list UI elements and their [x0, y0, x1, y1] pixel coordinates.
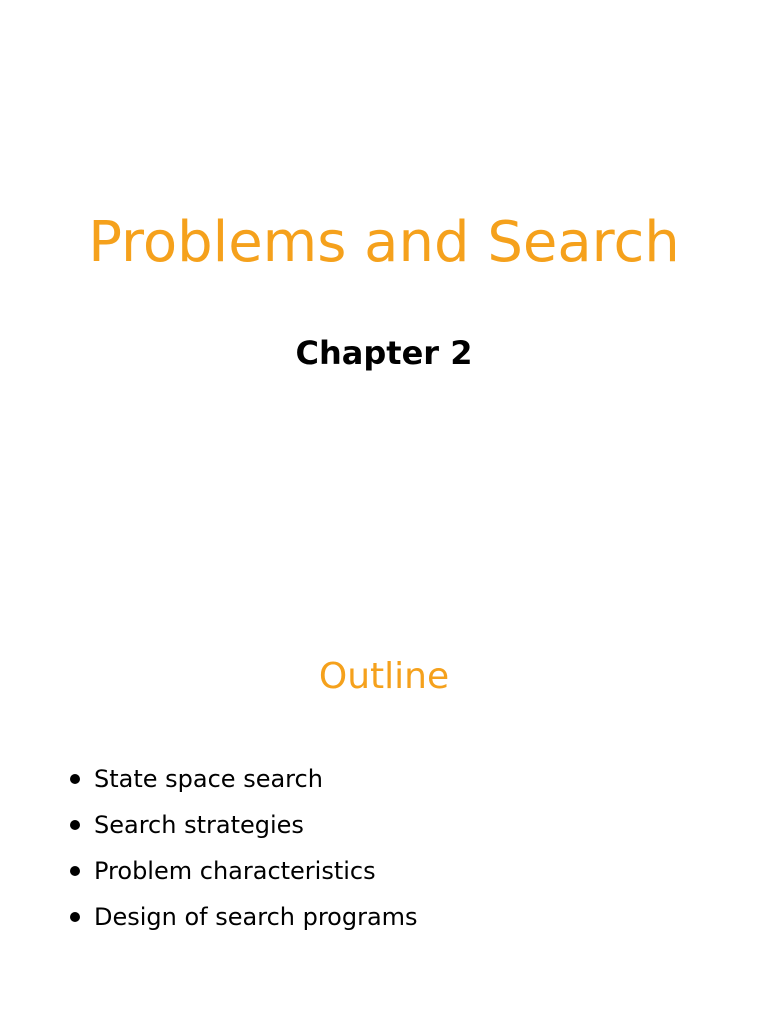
- bullet-dot-icon: [70, 912, 80, 922]
- outline-slide: [0, 512, 768, 1024]
- outline-title: Outline: [318, 656, 450, 697]
- bullet-text: Design of search programs: [94, 903, 418, 931]
- bullet-dot-icon: [70, 820, 80, 830]
- chapter-subtitle: Chapter 2: [295, 334, 473, 372]
- bullet-text: Problem characteristics: [94, 857, 376, 885]
- bullet-dot-icon: [70, 774, 80, 784]
- bullet-text: Search strategies: [94, 811, 304, 839]
- bullet-text: State space search: [94, 765, 323, 793]
- bullet-dot-icon: [70, 866, 80, 876]
- main-title: Problems and Search: [88, 210, 680, 275]
